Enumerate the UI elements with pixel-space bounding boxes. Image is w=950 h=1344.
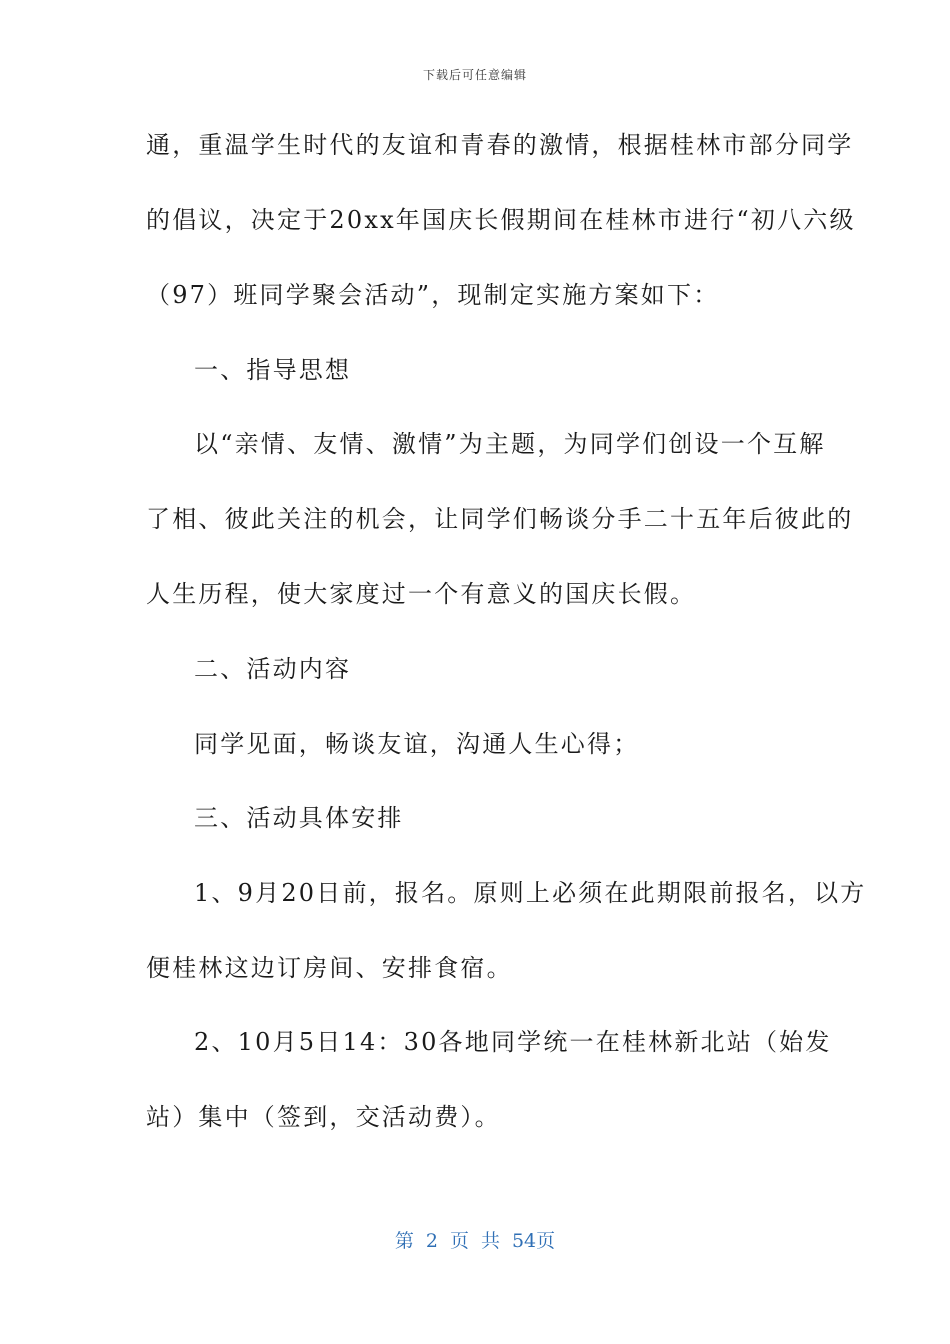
paragraph-line: 的倡议，决定于20xx年国庆长假期间在桂林市进行“初八六级: [146, 206, 856, 234]
paragraph-line: 人生历程，使大家度过一个有意义的国庆长假。: [146, 580, 697, 608]
paragraph-line: 了相、彼此关注的机会，让同学们畅谈分手二十五年后彼此的: [146, 505, 854, 533]
header-note: 下载后可任意编辑: [422, 68, 527, 82]
footer-ye: 页: [449, 1230, 469, 1252]
paragraph-line: 以“亲情、友情、激情”为主题，为同学们创设一个互解: [194, 430, 826, 458]
paragraph-line: 同学见面，畅谈友谊，沟通人生心得；: [194, 730, 640, 758]
paragraph-line: 站）集中（签到，交活动费）。: [146, 1103, 501, 1131]
paragraph-line: 2、10月5日14：30各地同学统一在桂林新北站（始发: [194, 1028, 832, 1056]
page-number-footer: [0, 1226, 950, 1253]
footer-page: 2: [425, 1230, 438, 1252]
paragraph-line: 便桂林这边订房间、安排食宿。: [146, 954, 513, 982]
paragraph-line: （97）班同学聚会活动”，现制定实施方案如下：: [146, 281, 720, 309]
section-heading: 二、活动内容: [194, 655, 352, 683]
footer-di: 第: [394, 1230, 414, 1252]
section-heading: 三、活动具体安排: [194, 804, 404, 832]
footer-gong: 共: [480, 1230, 500, 1252]
paragraph-line: 1、9月20日前，报名。原则上必须在此期限前报名，以方: [194, 879, 867, 907]
section-heading: 一、指导思想: [194, 356, 352, 384]
paragraph-line: 通，重温学生时代的友谊和青春的激情，根据桂林市部分同学: [146, 131, 854, 159]
footer-total: 54页: [511, 1230, 556, 1252]
